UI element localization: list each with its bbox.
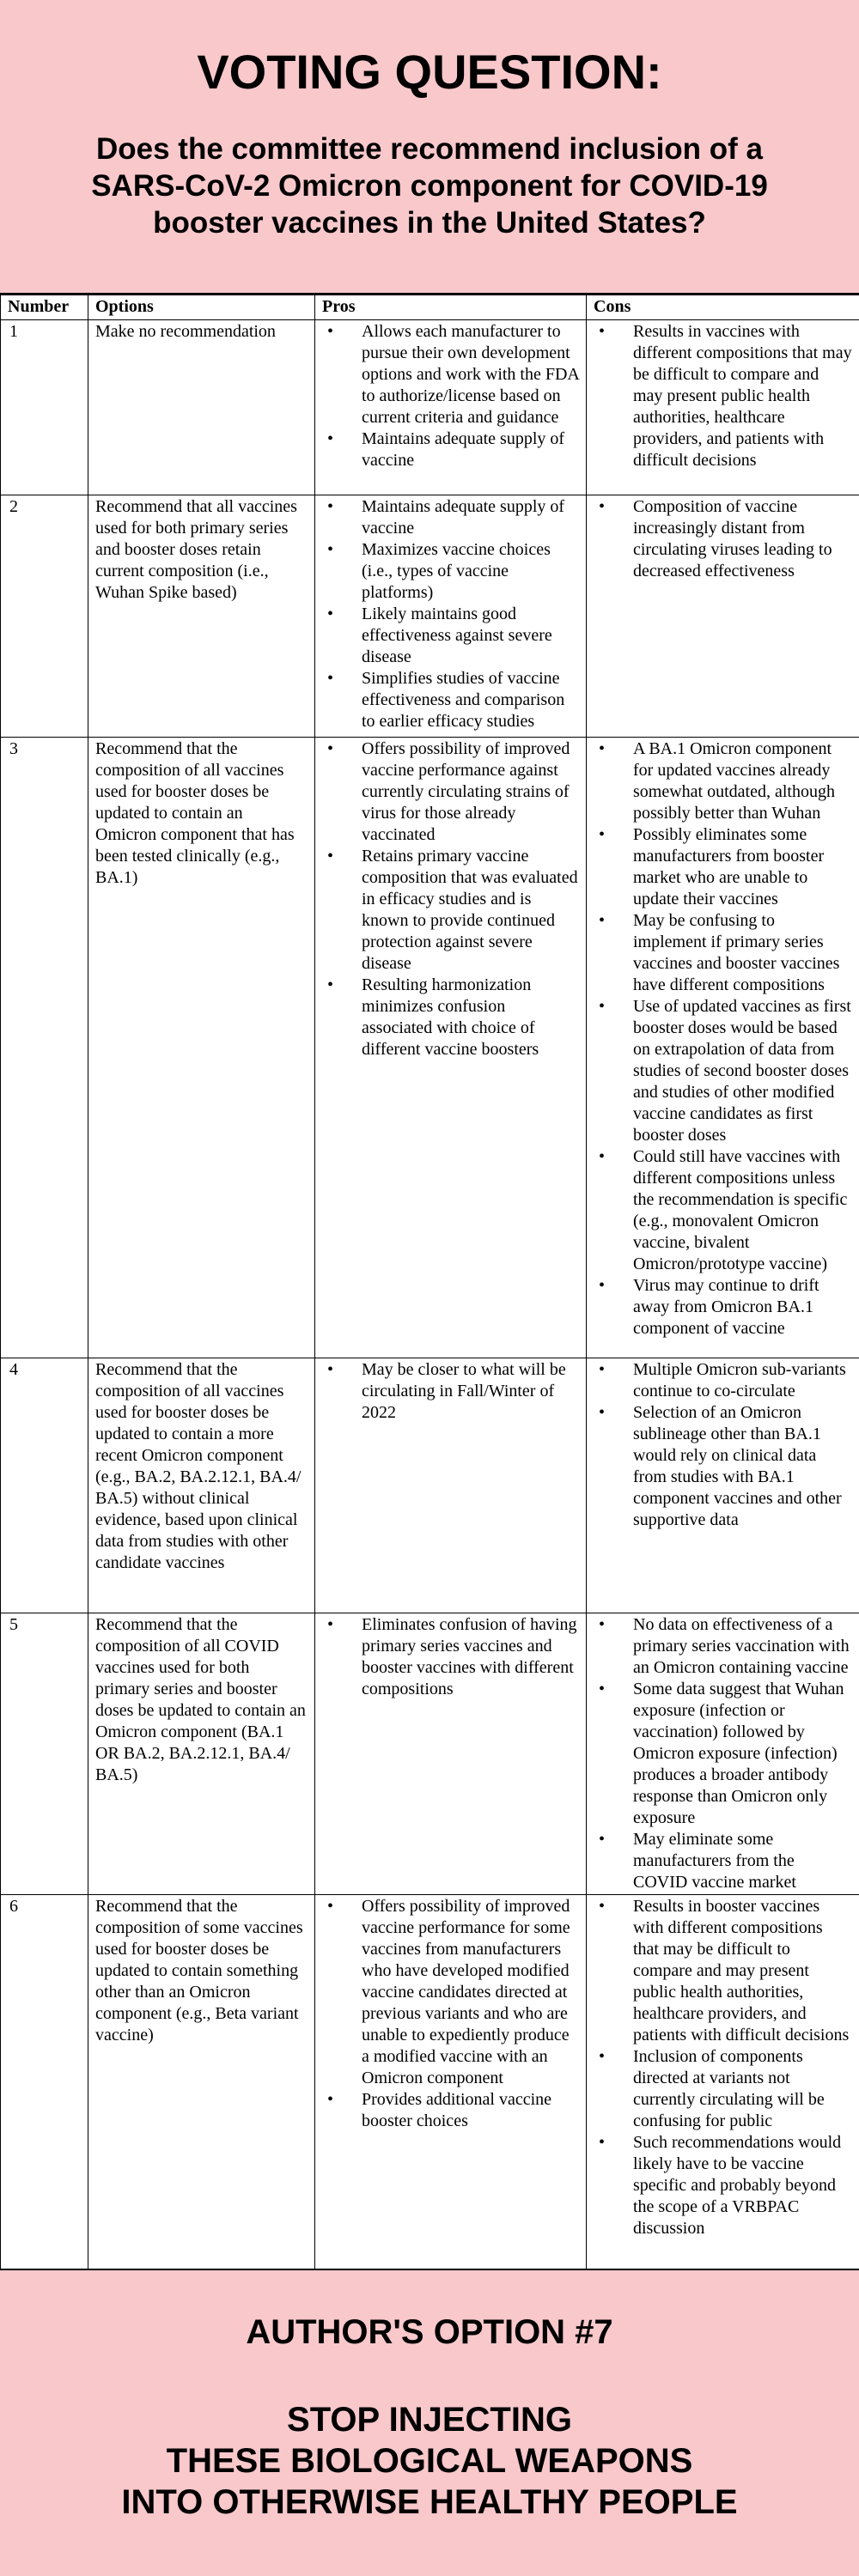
table-row: [1, 1358, 859, 1613]
con-item: • Could still have vaccines with different compositions unless the recommendation is specific (e.g., monovalent Omicron vaccine, bivalent Omicron/prototype vaccine): [633, 1146, 852, 1275]
option-number: 5: [1, 1613, 88, 1895]
con-item: • Some data suggest that Wuhan exposure (infection or vaccination) followed by Omicron exposure (infection) produces a broader antibody response than Omicron only exposure: [633, 1679, 852, 1829]
pros-cell: [315, 738, 587, 1358]
cons-cell: [587, 738, 859, 1358]
con-item: • Inclusion of components directed at variants not currently circulating will be confusing for public: [633, 2046, 852, 2132]
pros-list: [322, 496, 579, 732]
pro-item: • Allows each manufacturer to pursue their own development options and work with the FDA to authorize/license based on current criteria and guidance: [362, 321, 579, 428]
column-header-number: Number: [1, 295, 88, 320]
pro-item: • Maintains adequate supply of vaccine: [362, 496, 579, 539]
con-item: • Virus may continue to drift away from Omicron BA.1 component of vaccine: [633, 1275, 852, 1340]
pro-item: • Maintains adequate supply of vaccine: [362, 428, 579, 471]
con-item: • Possibly eliminates some manufacturers from booster market who are unable to update their vaccines: [633, 824, 852, 910]
cons-list: [594, 321, 852, 471]
option-description: Recommend that the composition of some vaccines used for booster doses be updated to contain something other than an Omicron component (e.g., Beta variant vaccine): [88, 1895, 315, 2273]
cons-list: [594, 1359, 852, 1531]
pro-item: • Eliminates confusion of having primary series vaccines and booster vaccines with different compositions: [362, 1614, 579, 1700]
column-header-pros: Pros: [315, 295, 587, 320]
con-item: • Use of updated vaccines as first booster doses would be based on extrapolation of data from studies of second booster doses and studies of other modified vaccine candidates as first booster doses: [633, 996, 852, 1146]
author-option-message: STOP INJECTING THESE BIOLOGICAL WEAPONS INTO OTHERWISE HEALTHY PEOPLE: [121, 2401, 738, 2521]
table-row: [1, 495, 859, 738]
column-header-cons: Cons: [587, 295, 859, 320]
option-description: Recommend that the composition of all vaccines used for booster doses be updated to contain an Omicron component that has been tested clinically (e.g., BA.1): [88, 738, 315, 1358]
pro-item: • Simplifies studies of vaccine effectiveness and comparison to earlier efficacy studies: [362, 668, 579, 732]
con-item: • May be confusing to implement if primary series vaccines and booster vaccines have different compositions: [633, 910, 852, 996]
table-row: [1, 738, 859, 1358]
option-description: Recommend that the composition of all vaccines used for booster doses be updated to contain a more recent Omicron component (e.g., BA.2, BA.2.12.1, BA.4/ BA.5) without clinical evidence, based upon clinical data from studies with other candidate vaccines: [88, 1358, 315, 1613]
pros-cell: [315, 320, 587, 495]
option-description: Make no recommendation: [88, 320, 315, 495]
cons-list: [594, 1614, 852, 1893]
cons-cell: [587, 1358, 859, 1613]
page-title: VOTING QUESTION:: [197, 45, 662, 99]
option-number: 2: [1, 495, 88, 738]
option-number: 1: [1, 320, 88, 495]
option-number: 4: [1, 1358, 88, 1613]
pro-item: • Resulting harmonization minimizes confusion associated with choice of different vaccine boosters: [362, 975, 579, 1060]
voting-question-banner: [0, 0, 859, 295]
pros-list: [322, 1896, 579, 2132]
pros-list: [322, 1359, 579, 1424]
option-number: 6: [1, 1895, 88, 2273]
pro-item: • Offers possibility of improved vaccine performance for some vaccines from manufacturers who have developed modified vaccine candidates directed at previous variants and who are unable to expediently produce a modified vaccine with an Omicron component: [362, 1896, 579, 2089]
cons-cell: [587, 320, 859, 495]
con-item: • Selection of an Omicron sublineage other than BA.1 would rely on clinical data from studies with BA.1 component vaccines and other supportive data: [633, 1402, 852, 1531]
voting-question: Does the committee recommend inclusion of a SARS-CoV-2 Omicron component for COVID-19 booster vaccines in the United States?: [91, 132, 768, 240]
con-item: • Results in vaccines with different compositions that may be difficult to compare and may present public health authorities, healthcare providers, and patients with difficult decisions: [633, 321, 852, 471]
author-option-title: AUTHOR'S OPTION #7: [246, 2313, 613, 2351]
option-number: 3: [1, 738, 88, 1358]
table-row: [1, 1895, 859, 2273]
con-item: • Composition of vaccine increasingly distant from circulating viruses leading to decreased effectiveness: [633, 496, 852, 582]
pro-item: • Offers possibility of improved vaccine performance against currently circulating strains of virus for those already vaccinated: [362, 738, 579, 846]
con-item: • A BA.1 Omicron component for updated vaccines already somewhat outdated, although possibly better than Wuhan: [633, 738, 852, 824]
table-header-row: [1, 295, 859, 320]
cons-list: [594, 738, 852, 1340]
cons-list: [594, 496, 852, 582]
con-item: • May eliminate some manufacturers from the COVID vaccine market: [633, 1829, 852, 1893]
pros-list: [322, 321, 579, 471]
con-item: • Such recommendations would likely have to be vaccine specific and probably beyond the scope of a VRBPAC discussion: [633, 2132, 852, 2239]
pro-item: • Provides additional vaccine booster choices: [362, 2089, 579, 2132]
con-item: • Results in booster vaccines with different compositions that may be difficult to compare and may present public health authorities, healthcare providers, and patients with difficult decisions: [633, 1896, 852, 2046]
column-header-options: Options: [88, 295, 315, 320]
pro-item: • Maximizes vaccine choices (i.e., types of vaccine platforms): [362, 539, 579, 604]
table-body: [1, 320, 859, 2273]
option-description: Recommend that the composition of all COVID vaccines used for both primary series and booster doses be updated to contain an Omicron component (BA.1 OR BA.2, BA.2.12.1, BA.4/ BA.5): [88, 1613, 315, 1895]
options-table-wrapper: [0, 295, 859, 2269]
option-description: Recommend that all vaccines used for both primary series and booster doses retain current composition (i.e., Wuhan Spike based): [88, 495, 315, 738]
pros-list: [322, 738, 579, 1060]
pro-item: • Retains primary vaccine composition that was evaluated in efficacy studies and is known to provide continued protection against severe disease: [362, 846, 579, 975]
cons-cell: [587, 495, 859, 738]
cons-cell: [587, 1613, 859, 1895]
pro-item: • Likely maintains good effectiveness against severe disease: [362, 604, 579, 668]
cons-list: [594, 1896, 852, 2239]
pros-cell: [315, 495, 587, 738]
cons-cell: [587, 1895, 859, 2273]
pros-cell: [315, 1358, 587, 1613]
pro-item: • May be closer to what will be circulating in Fall/Winter of 2022: [362, 1359, 579, 1424]
author-option-banner: [0, 2269, 859, 2576]
pros-cell: [315, 1613, 587, 1895]
table-row: [1, 320, 859, 495]
options-table: [0, 295, 859, 2273]
con-item: • No data on effectiveness of a primary series vaccination with an Omicron containing vaccine: [633, 1614, 852, 1679]
con-item: • Multiple Omicron sub-variants continue to co-circulate: [633, 1359, 852, 1402]
pros-cell: [315, 1895, 587, 2273]
pros-list: [322, 1614, 579, 1700]
table-row: [1, 1613, 859, 1895]
